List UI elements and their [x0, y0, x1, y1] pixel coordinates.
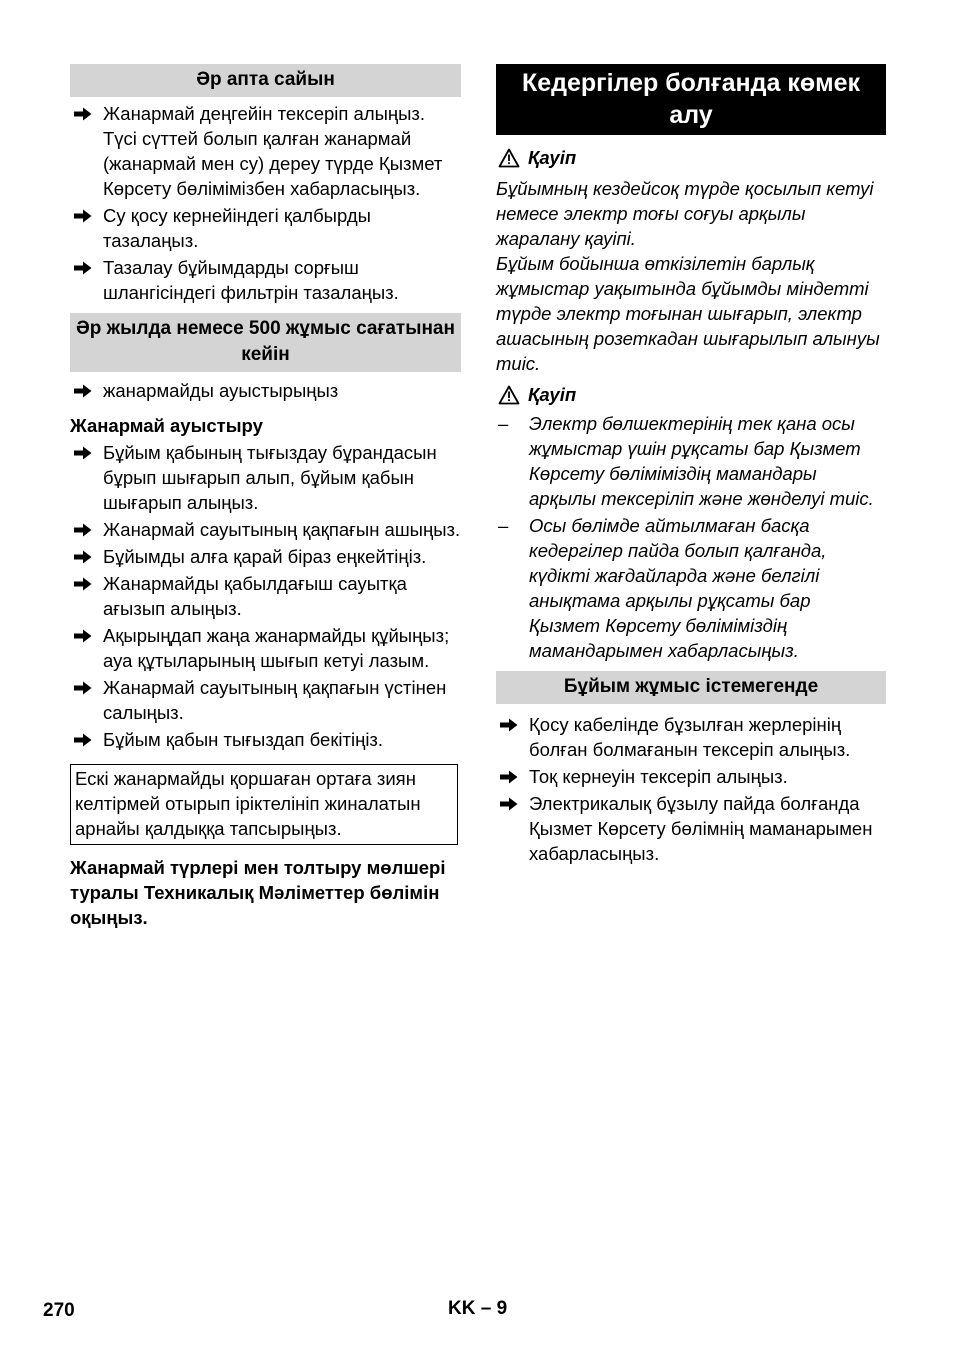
list-item: Су қосу кернейіндегі қалбырды тазалаңыз.	[70, 203, 461, 253]
dash-bullet: –	[498, 515, 509, 536]
list-item: жанармайды ауыстырыңыз	[70, 378, 461, 403]
left-column	[70, 64, 461, 930]
arrow-right-icon	[73, 727, 95, 752]
arrow-right-icon	[73, 544, 95, 569]
danger-label: Қауіп	[496, 382, 886, 407]
danger-text: Бұйымның кездейсоқ түрде қосылып кетуі немесе электр тоғы соғуы арқылы жаралану қауіпі.	[496, 178, 874, 249]
list-item: Ақырыңдап жаңа жанармайды құйыңыз; ауа құтыларының шығып кетуі лазым.	[70, 623, 461, 673]
list-item: – Осы бөлімде айтылмаған басқа кедергілер пайда болып қалғанда, күдікті жағдайларда және белгілі анықтама арқылы рұқсаты бар Қызмет Көрсету бөлімімiздiң мамандарымен хабарласыңыз.	[498, 515, 827, 661]
danger-label: Қауіп	[496, 145, 886, 170]
dash-bullet: –	[498, 413, 509, 434]
danger-text: Бұйым бойынша өткізілетін барлық жұмыстар уақытында бұйымды міндетті түрде электр тоғынан шығарып, электр ашасының розеткадан шығарылып алынуы тиіс.	[496, 253, 880, 374]
page-number: 270	[43, 1300, 75, 1321]
list-item: Бұйымды алға қарай біраз еңкейтіңіз.	[70, 544, 461, 569]
list-item: Тоқ кернеуін тексеріп алыңыз.	[496, 764, 886, 789]
list-item: – Электр бөлшектерінің тек қана осы жұмыстар үшін рұқсаты бар Қызмет Көрсету бөлімімiздiң мамандары арқылы тексеріліп және жөнделуі тиіс.	[498, 413, 874, 509]
arrow-right-icon	[73, 255, 95, 280]
arrow-right-icon	[73, 203, 95, 228]
arrow-right-icon	[73, 623, 95, 648]
warning-triangle-icon	[498, 148, 520, 168]
yearly-heading: Әр жылда немесе 500 жұмыс сағатынан кейін	[70, 313, 461, 372]
arrow-right-icon	[499, 712, 521, 737]
oil-change-heading: Жанармай ауыстыру	[70, 415, 263, 436]
arrow-right-icon	[73, 440, 95, 465]
right-column	[496, 64, 886, 866]
arrow-right-icon	[499, 791, 521, 816]
tech-data-reference: Жанармай түрлері мен толтыру мөлшері туралы Техникалық Мәліметтер бөлімін оқыңыз.	[70, 857, 446, 928]
list-item: Қосу кабелінде бұзылған жерлерінің болған болмағанын тексеріп алыңыз.	[496, 712, 886, 762]
list-item: Жанармай деңгейін тексеріп алыңыз. Түсі сүттей болып қалған жанармай (жанармай мен су) дереу түрде Қызмет Көрсету бөлімімізбен хабарласыңыз.	[70, 101, 461, 201]
arrow-right-icon	[73, 675, 95, 700]
weekly-heading: Әр апта сайын	[70, 64, 461, 97]
section-marker: KK – 9	[448, 1298, 508, 1319]
list-item: Жанармай сауытының қақпағын үстінен салыңыз.	[70, 675, 461, 725]
troubleshooting-heading: Кедергілер болғанда көмек алу	[496, 64, 886, 135]
not-working-heading: Бұйым жұмыс істемегенде	[496, 671, 886, 704]
disposal-note: Ескі жанармайды қоршаған ортаға зиян келтірмей отырып іріктелініп жиналатын арнайы қалдыққа тапсырыңыз.	[70, 764, 458, 845]
list-item: Тазалау бұйымдарды сорғыш шлангісіндегі фильтрін тазалаңыз.	[70, 255, 461, 305]
arrow-right-icon	[499, 764, 521, 789]
warning-triangle-icon	[498, 385, 520, 405]
list-item: Жанармайды қабылдағыш сауытқа ағызып алыңыз.	[70, 571, 461, 621]
arrow-right-icon	[73, 517, 95, 542]
list-item: Бұйым қабының тығыздау бұрандасын бұрып шығарып алып, бұйым қабын шығарып алыңыз.	[70, 440, 461, 515]
list-item: Бұйым қабын тығыздап бекітіңіз.	[70, 727, 461, 752]
arrow-right-icon	[73, 571, 95, 596]
list-item: Жанармай сауытының қақпағын ашыңыз.	[70, 517, 461, 542]
arrow-right-icon	[73, 378, 95, 403]
arrow-right-icon	[73, 101, 95, 126]
list-item: Электрикалық бұзылу пайда болғанда Қызмет Көрсету бөлімнің маманарымен хабарласыңыз.	[496, 791, 886, 866]
